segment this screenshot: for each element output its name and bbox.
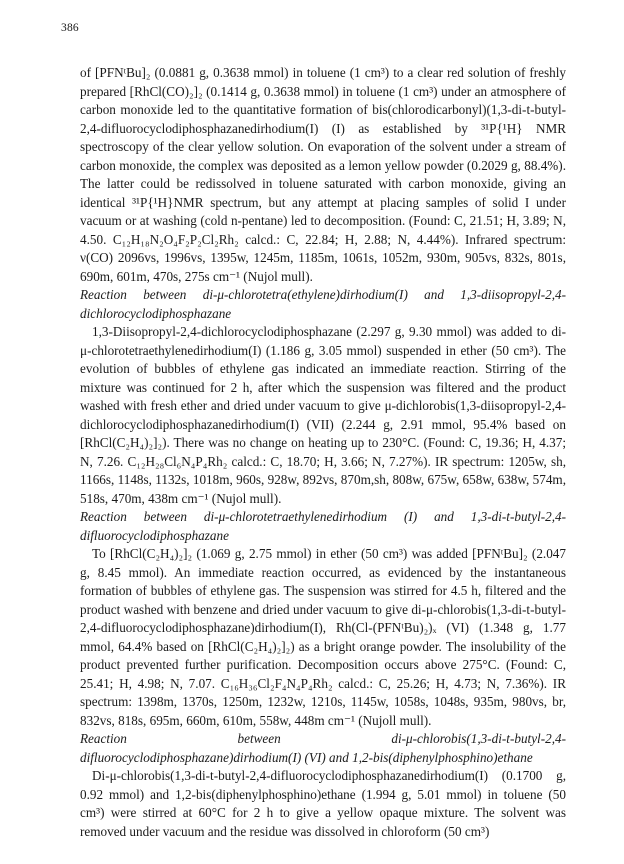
paragraph-difluoro: To [RhCl(C₂H₄)₂]₂ (1.069 g, 2.75 mmol) in ether (50 cm³) was added [PFNᵗBu]₂ (2.047 g, 8.45 mmol). An immediate reaction occurred, as evidenced by the instantaneous formation of bubbles of ethylene gas. The suspension was stirred for 4.5 h, filtered and the product washed with benzene and dried under vacuum to give di-μ-chlorobis(1,3-di-t-butyl-2,4-difluorocyclodiphosphazane)dirhodium(I), Rh(Cl-(PFNᵗBu)₂)ₓ (VI) (1.348 g, 1.77 mmol, 64.4% based on [RhCl(C₂H₄)₂]₂) as a bright orange powder. The insolubility of the product prevented further purification. Decomposition occurs above 275°C. (Found: C, 25.41; H, 4.98; N, 7.07. C₁₆H₃₆Cl₂F₄N₄P₄Rh₂ calcd.: C, 25.26; H, 4.73; N, 7.36%). IR spectrum: 1398m, 1370s, 1250m, 1232w, 1210s, 1145w, 1058s, 1048s, 935m, 980vs, br, 832vs, 818s, 695m, 660m, 610m, 558w, 448m cm⁻¹ (Nujoll mull). bbox=[80, 546, 566, 728]
paragraph-diisopropyl: 1,3-Diisopropyl-2,4-dichlorocyclodiphosphazane (2.297 g, 9.30 mmol) was added to di-μ-chlorotetraethylenedirhodium(I) (1.186 g, 3.05 mmol) suspended in ether (50 cm³). The evolution of bubbles of ethylene gas indicated an immediate reaction. Stirring of the mixture was continued for 2 h, after which the suspension was filtered and the product washed with fresh ether and dried under vacuum to give μ-dichlorobis(1,3-diisopropyl-2,4-dichlorocyclodiphosphazanedirhodium(I) (VII) (2.244 g, 2.91 mmol, 95.4% based on [RhCl(C₂H₄)₂]₂). There was no change on heating up to 230°C. (Found: C, 19.36; H, 4.37; N, 7.26. C₁₂H₂₈Cl₆N₄P₄Rh₂ calcd.: C, 18.70; H, 3.66; N, 7.27%). IR spectrum: 1205w, sh, 1166s, 1148s, 1132s, 1018m, 960s, 928w, 892vs, 870m,sh, 808w, 675w, 658w, 638w, 574m, 518s, 470m, 438m cm⁻¹ (Nujol mull). bbox=[80, 324, 566, 506]
section-heading-difluoro: Reaction between di-μ-chlorotetraethylenedirhodium (I) and 1,3-di-t-butyl-2,4-difluorocyclodiphosphazane bbox=[80, 509, 566, 543]
section-heading-dppe: Reaction between di-μ-chlorobis(1,3-di-t-butyl-2,4-difluorocyclodiphosphazane)dirhodium(I) (VI) and 1,2-bis(diphenylphosphino)ethane bbox=[80, 731, 566, 765]
page-number: 386 bbox=[61, 22, 79, 34]
article-body bbox=[80, 64, 566, 841]
paragraph-dicarbonyl-complex: of [PFNᵗBu]₂ (0.0881 g, 0.3638 mmol) in toluene (1 cm³) to a clear red solution of freshly prepared [RhCl(CO)₂]₂ (0.1414 g, 0.3638 mmol) in toluene (1 cm³) under an atmosphere of carbon monoxide led to the quantitative formation of bis(chlorodicarbonyl)(1,3-di-t-butyl-2,4-difluorocyclodiphosphazanedirhodium(I) (I) as established by ³¹P{¹H} NMR spectroscopy of the clear yellow solution. On evaporation of the solvent under a stream of carbon monoxide, the complex was deposited as a lemon yellow powder (0.2029 g, 88.4%). The latter could be redissolved in toluene saturated with carbon monoxide, giving an identical ³¹P{¹H}NMR spectrum, but any attempt at placing samples of solid I under vacuum or at washing (cold n-pentane) led to decomposition. (Found: C, 21.51; H, 3.89; N, 4.50. C₁₂H₁₈N₂O₄F₂P₂Cl₂Rh₂ calcd.: C, 22.84; H, 2.88; N, 4.44%). Infrared spectrum: ν(CO) 2096vs, 1996vs, 1395w, 1245m, 1185m, 1061s, 1052m, 930m, 905vs, 832s, 801s, 690m, 601m, 470s, 275s cm⁻¹ (Nujol mull). bbox=[80, 65, 566, 284]
section-heading-diisopropyl: Reaction between di-μ-chlorotetra(ethylene)dirhodium(I) and 1,3-diisopropyl-2,4-dichlorocyclodiphosphazane bbox=[80, 287, 566, 321]
paragraph-dppe: Di-μ-chlorobis(1,3-di-t-butyl-2,4-difluorocyclodiphosphazanedirhodium(I) (0.1700 g, 0.92 mmol) and 1,2-bis(diphenylphosphino)ethane (1.994 g, 5.01 mmol) in toluene (50 cm³) were stirred at 60°C for 2 h to give a yellow opaque mixture. The solvent was removed under vacuum and the residue was dissolved in chloroform (50 cm³) bbox=[80, 768, 566, 839]
